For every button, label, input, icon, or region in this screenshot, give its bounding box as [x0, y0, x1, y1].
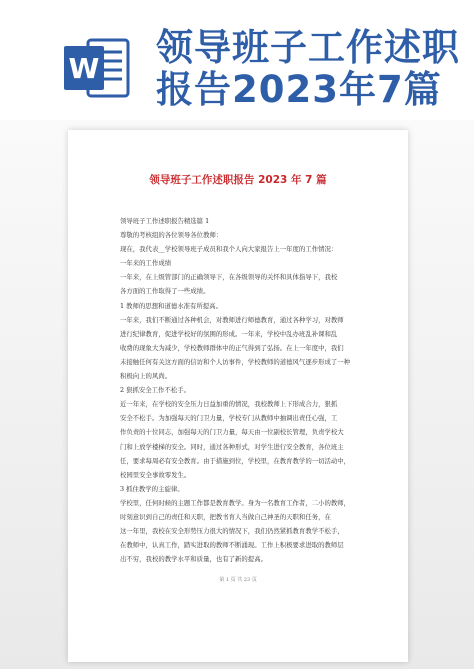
document-body: [120, 214, 370, 566]
document-page: [68, 130, 408, 662]
document-line: 3 抓住教学的主旋律。: [120, 484, 184, 493]
document-line: 各方面的工作取得了一些成绩。: [120, 287, 210, 296]
banner-title-line2: 报告2023年7篇: [156, 68, 442, 111]
document-line: 门和上放学楼梯的安全。同时，通过各种形式，对学生进行安全教育，各位班主: [120, 442, 344, 451]
document-line: 校园里安全事故零发生。: [120, 470, 191, 479]
document-line: 2 狠抓安全工作不松手。: [120, 386, 191, 395]
word-icon: [62, 36, 132, 100]
document-line: 尊敬的考核组的各位领导各位教师：: [120, 231, 223, 240]
document-line: 一年来，在上级管部门的正确领导下，在各级领导的关怀和具体指导下，我校: [120, 273, 338, 282]
document-line: 在教师中，认真工作，踏实进取的教师不断涌现。工作上积极要求进取的教师层: [120, 541, 344, 550]
document-line: 1 教师的思想和道德水准有所提高。: [120, 301, 222, 310]
page-footer: 第 1 页 共 23 页: [219, 577, 257, 583]
document-line: 时刻意识到自己的责任和天职，把教书育人当做自己神圣的天职和任务，在: [120, 512, 331, 521]
document-line: 领导班子工作述职报告精选篇 1: [120, 217, 210, 225]
document-line: 未接触任何有关这方面的信访和个人访事件，学校教师的道德风气逐步形成了一种: [120, 357, 351, 366]
document-line: 收费的现象大为减少，学校教师群体中的正气得到了弘扬。在上一年度中，我们: [120, 343, 344, 352]
document-line: 这一年里，我校在安全形势压力很大的情况下，我们仍然紧抓教育教学不松手，: [120, 527, 344, 536]
document-line: 进行纪律教育，促进学校好的氛围的形成。一年来，学校中乱办班乱补课和乱: [120, 329, 338, 338]
document-line: 学校里，任何时候的主题工作都是教育教学。身为一名教育工作者，二小的教师，: [120, 498, 351, 507]
document-line: 任，要求每周必有安全教育。由于措施到位，学校里，在教育教学的一切活动中，: [120, 456, 351, 465]
document-line: 现在，我代表__学校领导班子成员和我个人向大家报告上一年度的工作情况：: [120, 245, 338, 254]
document-line: 一年来，我们不断通过各种机会，对教师进行师德教育，通过各种学习，对教师: [120, 315, 344, 324]
svg-text:W: W: [68, 52, 100, 85]
document-line: 出不穷，我校的教学水平和质量，也有了新的提高。: [120, 555, 267, 564]
document-line: 积极向上的风尚。: [120, 372, 172, 381]
document-line: 近一年来，在学校的安全压力日益加重的情况，我校教师上下形成合力，狠抓: [120, 400, 338, 409]
document-line: 作负责的十位同志，加强每天的门卫力量，每天由一位副校长管理，负责学校大: [120, 428, 344, 437]
document-line: 一年来的工作成绩: [120, 259, 172, 268]
document-line: 安全不松手。为加强每天的门卫力量，学校专门从教师中抽调出责任心强，工: [120, 414, 338, 423]
banner-title-line1: 领导班子工作述职: [156, 26, 460, 69]
banner-title: [156, 27, 466, 111]
banner: [0, 0, 474, 120]
document-title: 领导班子工作述职报告 2023 年 7 篇: [149, 174, 327, 186]
